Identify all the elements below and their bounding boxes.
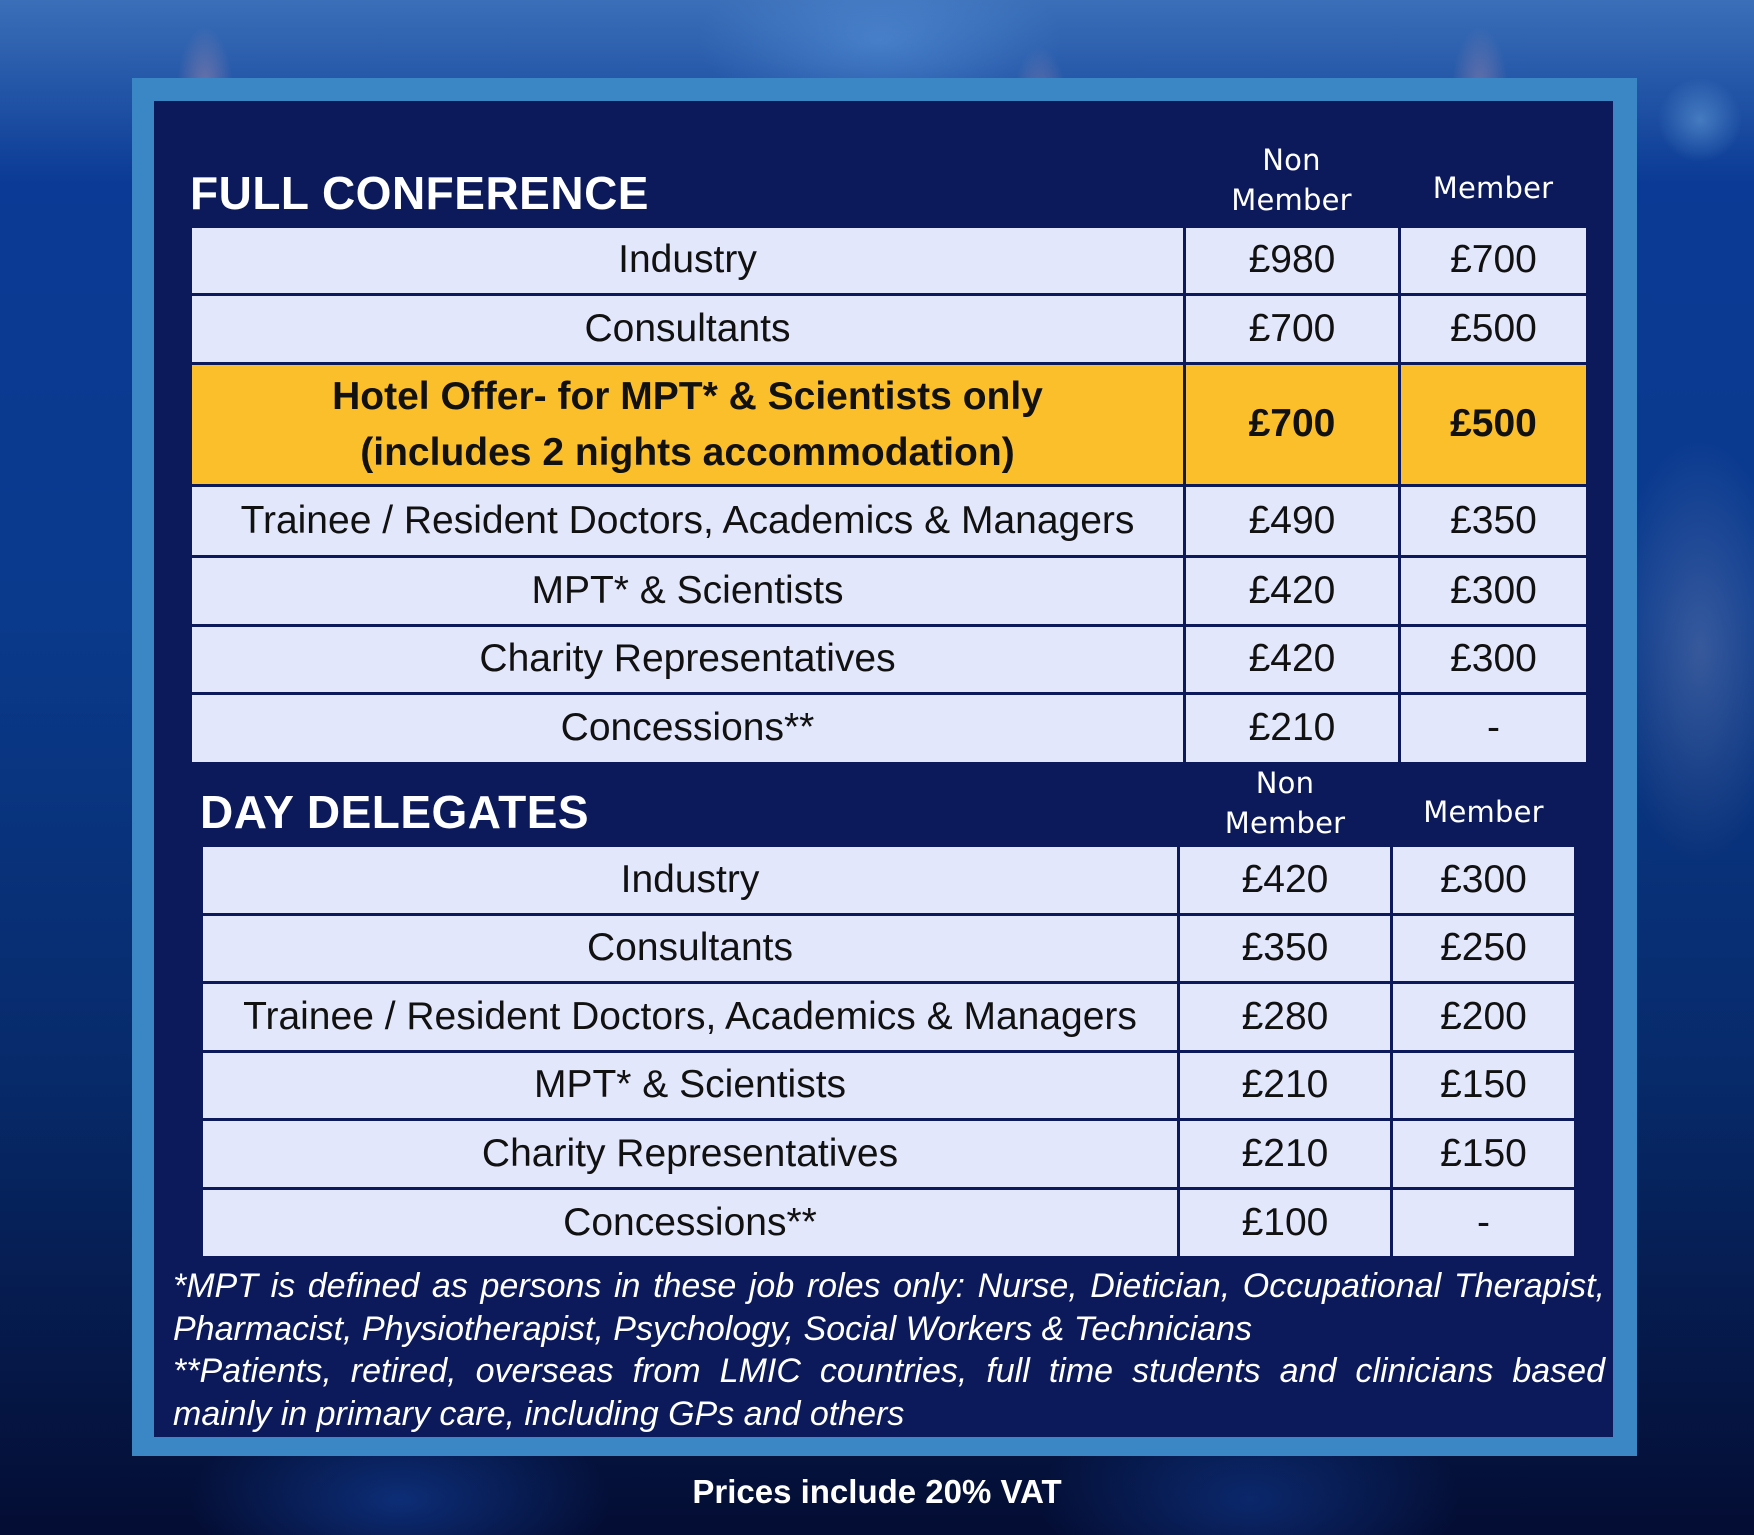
table-row-category: Industry [192, 228, 1183, 293]
table-row-category: Consultants [203, 916, 1177, 981]
footnote-concessions-line1: **Patients, retired, overseas from LMIC countries, full time students and clinicians based [173, 1352, 1605, 1390]
table-row-category: Trainee / Resident Doctors, Academics & Managers [192, 487, 1183, 555]
hotel-offer-member-price: £500 [1401, 365, 1586, 484]
table-cell-member-price: £350 [1401, 487, 1586, 555]
table-cell-member-price: £250 [1393, 916, 1574, 981]
day-delegates-title: DAY DELEGATES [200, 786, 590, 838]
non-member-header-line1: Non [1262, 143, 1321, 177]
hotel-offer-line1: Hotel Offer- for MPT* & Scientists only [332, 374, 1043, 418]
hotel-offer-line2: (includes 2 nights accommodation) [360, 430, 1015, 474]
full-col-member-header: Member [1432, 171, 1554, 205]
table-row-category: MPT* & Scientists [203, 1053, 1177, 1118]
table-cell-member-price: £300 [1393, 847, 1574, 913]
table-row-category: Consultants [192, 296, 1183, 362]
table-cell-member-price: £700 [1401, 228, 1586, 293]
table-row-category: Trainee / Resident Doctors, Academics & Managers [203, 984, 1177, 1050]
day-delegates-table [201, 845, 1576, 1258]
table-cell-non-member-price: £210 [1180, 1121, 1390, 1187]
non-member-header-line1: Non [1255, 766, 1315, 800]
table-cell-non-member-price: £420 [1186, 558, 1398, 624]
non-member-header-line2: Member [1224, 806, 1346, 840]
footnote-mpt-line2: Pharmacist, Physiotherapist, Psychology, Social Workers & Technicians [173, 1309, 1253, 1348]
table-row-category: Concessions** [203, 1190, 1177, 1256]
day-col-member-header: Member [1423, 795, 1544, 829]
table-cell-non-member-price: £420 [1180, 847, 1390, 913]
table-cell-member-price: £300 [1401, 558, 1586, 624]
table-cell-member-price: £200 [1393, 984, 1574, 1050]
full-conference-table [190, 226, 1588, 764]
table-cell-non-member-price: £280 [1180, 984, 1390, 1050]
table-cell-member-price: £300 [1401, 627, 1586, 692]
full-col-non-member-header [1186, 140, 1397, 220]
table-cell-non-member-price: £350 [1180, 916, 1390, 981]
hotel-offer-category [192, 365, 1183, 484]
footnote-concessions-line2: mainly in primary care, including GPs and others [173, 1394, 905, 1433]
table-cell-member-price: - [1401, 695, 1586, 762]
vat-note: Prices include 20% VAT [692, 1473, 1062, 1510]
day-col-non-member-header [1180, 763, 1390, 843]
table-row-category: Concessions** [192, 695, 1183, 762]
table-row-category: Charity Representatives [203, 1121, 1177, 1187]
table-row-category: Industry [203, 847, 1177, 913]
full-conference-title: FULL CONFERENCE [190, 167, 649, 219]
table-cell-member-price: £150 [1393, 1121, 1574, 1187]
table-cell-non-member-price: £980 [1186, 228, 1398, 293]
non-member-header-line2: Member [1231, 183, 1352, 217]
table-row-category: MPT* & Scientists [192, 558, 1183, 624]
table-row-category: Charity Representatives [192, 627, 1183, 692]
table-cell-non-member-price: £490 [1186, 487, 1398, 555]
footnote-mpt-line1: *MPT is defined as persons in these job roles only: Nurse, Dietician, Occupational Therapist, [173, 1267, 1605, 1305]
table-cell-member-price: £150 [1393, 1053, 1574, 1118]
table-cell-non-member-price: £210 [1186, 695, 1398, 762]
table-cell-non-member-price: £210 [1180, 1053, 1390, 1118]
table-cell-member-price: - [1393, 1190, 1574, 1256]
table-cell-non-member-price: £100 [1180, 1190, 1390, 1256]
footnotes [173, 1265, 1605, 1435]
table-cell-member-price: £500 [1401, 296, 1586, 362]
table-cell-non-member-price: £420 [1186, 627, 1398, 692]
table-cell-non-member-price: £700 [1186, 296, 1398, 362]
hotel-offer-non-member-price: £700 [1186, 365, 1398, 484]
